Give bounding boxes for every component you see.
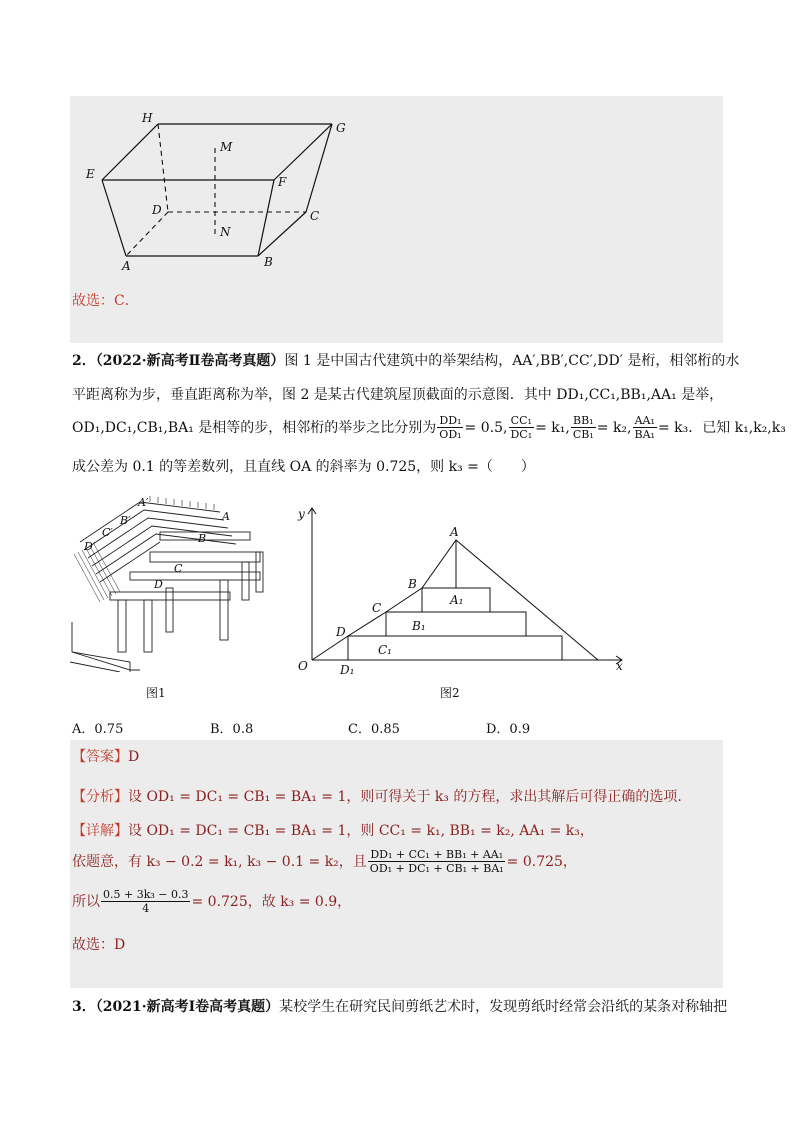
frac-rhs: = k₁, — [535, 419, 570, 436]
figure2-caption: 图2 — [440, 686, 460, 700]
fig2-label-C: C — [372, 601, 382, 615]
fig1-label-C-prime: C′ — [102, 526, 113, 539]
frac-den: 4 — [142, 902, 150, 915]
fig1-label-B-prime: B′ — [120, 514, 131, 527]
q2-line1 — [72, 350, 739, 372]
frac-den: DC₁ — [510, 428, 533, 441]
frac-num: 0.5 + 3k₃ − 0.3 — [103, 888, 189, 901]
fig2-label-x: x — [616, 659, 623, 673]
fig2-label-B: B — [408, 577, 417, 591]
label-H: H — [142, 111, 153, 125]
q3-number: 3． — [72, 999, 96, 1015]
ratio-frac-2 — [508, 414, 534, 441]
ratio-frac-1 — [437, 414, 463, 441]
label-B: B — [264, 255, 273, 269]
fig2-label-B1: B₁ — [412, 619, 426, 633]
figure1-caption: 图1 — [146, 686, 166, 700]
option-d[interactable]: D．0.9 — [486, 722, 531, 737]
q2-text-3a: OD₁,DC₁,CB₁,BA₁ 是相等的步，相邻桁的举步之比分别为 — [72, 419, 437, 436]
label-F: F — [278, 175, 287, 189]
fig2-label-D1: D₁ — [340, 663, 355, 677]
detail-text-3b: = 0.725，故 k₃ = 0.9， — [191, 893, 352, 910]
label-M: M — [220, 140, 233, 154]
fig1-label-A: A — [222, 510, 230, 523]
ratio-frac-3 — [571, 414, 596, 441]
figure1-building — [70, 492, 280, 672]
q2-line3 — [72, 414, 786, 441]
frac-den: CB₁ — [572, 428, 594, 441]
label-G: G — [336, 121, 346, 135]
detail-text-3a: 所以 — [72, 893, 100, 910]
detail-line1 — [72, 820, 594, 842]
ratio-frac-4 — [633, 414, 657, 441]
label-E: E — [86, 167, 95, 181]
detail-text-2a: 依题意，有 k₃ − 0.2 = k₁, k₃ − 0.1 = k₂，且 — [72, 853, 367, 870]
q2-line2: 平距离称为步，垂直距离称为举，图 2 是某古代建筑屋顶截面的示意图．其中 DD₁,CC₁,BB₁,AA₁ 是举， — [72, 387, 724, 403]
slope-fraction — [368, 848, 506, 875]
frac-num: DD₁ — [439, 414, 462, 427]
final-answer-line: 故选：D — [72, 937, 126, 953]
q3-source: （2021·新高考Ⅰ卷高考真题） — [95, 999, 280, 1015]
q2-text-3b: ．已知 k₁,k₂,k₃ — [688, 419, 786, 436]
detail-line3 — [72, 888, 351, 915]
q2-source: （2022·新高考Ⅱ卷高考真题） — [95, 353, 285, 369]
detail-text-2b: = 0.725， — [506, 853, 577, 870]
fig2-label-O: O — [298, 659, 308, 673]
frac-num: DD₁ + CC₁ + BB₁ + AA₁ — [370, 848, 504, 861]
label-D: D — [152, 203, 162, 217]
fig2-label-y: y — [298, 507, 305, 521]
fig1-label-C: C — [174, 562, 183, 575]
detail-line2 — [72, 848, 577, 875]
frac-num: AA₁ — [634, 414, 655, 427]
q3-line — [72, 996, 727, 1018]
fig2-label-C1: C₁ — [378, 643, 392, 657]
analysis-line — [72, 786, 682, 808]
option-c[interactable]: C．0.85 — [348, 722, 400, 737]
frac-rhs: = 0.5, — [464, 419, 508, 436]
fig1-label-A-prime: A′ — [138, 496, 149, 509]
option-a[interactable]: A．0.75 — [72, 722, 124, 737]
q2-line4: 成公差为 0.1 的等差数列，且直线 OA 的斜率为 0.725，则 k₃ =（ ） — [72, 459, 535, 475]
q2-text-1: 图 1 是中国古代建筑中的举架结构，AA′,BB′,CC′,DD′ 是桁，相邻桁的水 — [284, 353, 740, 369]
q3-text: 某校学生在研究民间剪纸艺术时，发现剪纸时经常会沿纸的某条对称轴把 — [279, 999, 728, 1015]
fig2-label-A: A — [450, 525, 459, 539]
answer-tag: 【答案】 — [72, 749, 128, 765]
fig1-label-B: B — [198, 532, 207, 545]
frac-num: BB₁ — [573, 414, 594, 427]
answer-line — [72, 746, 139, 768]
detail-text-1: 设 OD₁ = DC₁ = CB₁ = BA₁ = 1，则 CC₁ = k₁, BB₁ = k₂, AA₁ = k₃， — [128, 823, 594, 839]
fig2-label-A1: A₁ — [450, 593, 464, 607]
frac-den: OD₁ — [439, 428, 462, 441]
fig2-label-D: D — [336, 625, 346, 639]
analysis-tag: 【分析】 — [72, 789, 128, 805]
equation-fraction — [101, 888, 190, 915]
answer-value: D — [128, 749, 140, 765]
analysis-text: 设 OD₁ = DC₁ = CB₁ = BA₁ = 1，则可得关于 k₃ 的方程，求出其解后可得正确的选项. — [128, 789, 682, 805]
frac-den: BA₁ — [634, 428, 655, 441]
figure2-diagram — [290, 500, 640, 680]
label-C: C — [310, 209, 320, 223]
fig1-label-D: D — [154, 578, 163, 591]
frac-rhs: = k₃ — [657, 419, 689, 436]
top-answer-line: 故选：C． — [72, 293, 139, 309]
frac-den: OD₁ + DC₁ + CB₁ + BA₁ — [369, 862, 504, 875]
label-N: N — [220, 225, 231, 239]
q2-number: 2． — [72, 353, 96, 369]
prism-figure — [70, 96, 370, 286]
frac-rhs: = k₂, — [596, 419, 632, 436]
fig1-label-D-prime: D′ — [84, 540, 96, 553]
label-A: A — [122, 259, 131, 273]
option-b[interactable]: B．0.8 — [210, 722, 254, 737]
frac-num: CC₁ — [510, 414, 532, 427]
detail-tag: 【详解】 — [72, 823, 128, 839]
